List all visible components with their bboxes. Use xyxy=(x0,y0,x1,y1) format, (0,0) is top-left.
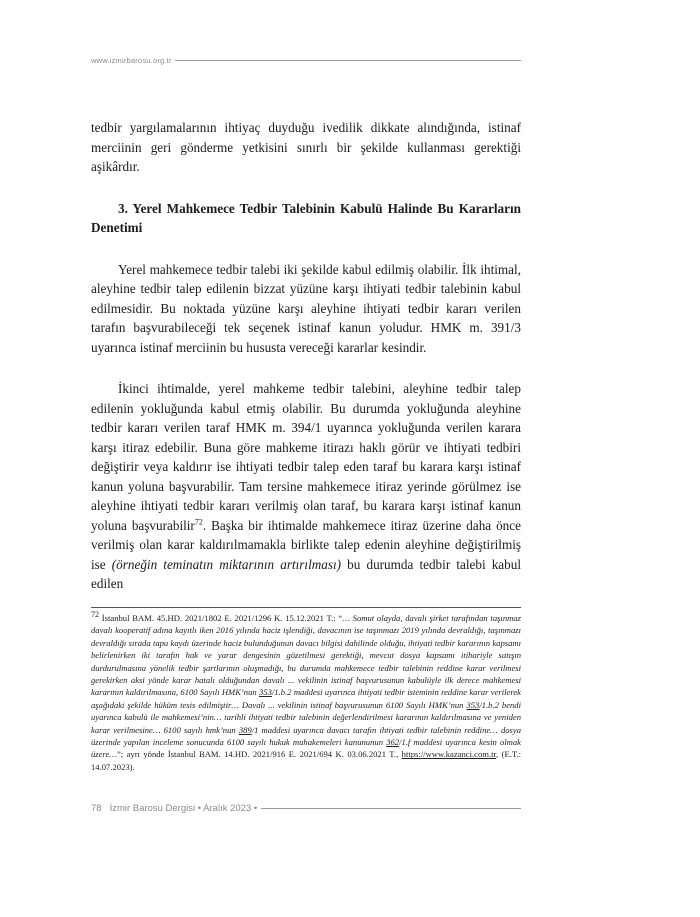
page-footer xyxy=(91,801,521,815)
footnote-separator xyxy=(91,607,521,608)
footnote-reference[interactable]: 72 xyxy=(194,517,203,527)
paragraph-text: İkinci ihtimalde, yerel mahkeme tedbir talebini, aleyhine tedbir talep edilenin yokluğunda kabul etmiş olabilir. Bu durumda yokluğunda aleyhine tedbir kararı verilen taraf HMK m. 394/1 uyarınca yokluğunda verilen karara karşı itiraz edebilir. Buna göre mahkeme itirazı haklı görür ve ihtiyati tedbiri değiştirir veya kaldırır ise ihtiyati tedbir talep eden taraf bu karara karşı istinaf kanun yoluna başvurabilir. Tam tersine mahkemece itiraz yerinde görülmez ise aleyhine ihtiyati tedbir kararı verilmiş olan taraf, bu karara karşı istinaf kanun yoluna başvurabilir xyxy=(91,381,521,533)
page-number: 78 xyxy=(91,802,102,814)
footnote-article-link[interactable]: 353 xyxy=(259,687,272,698)
footnote-article-link[interactable]: 389 xyxy=(238,724,252,735)
paragraph-text: bu durumda tedbir talebi kabul edilen xyxy=(91,556,522,591)
page-header xyxy=(91,53,521,67)
paragraph-second-possibility xyxy=(91,379,521,594)
footnote-article-link[interactable]: 353 xyxy=(466,699,480,710)
header-rule xyxy=(175,60,521,61)
header-url: www.izmirbarosu.org.tr xyxy=(91,55,172,65)
footer-rule xyxy=(261,808,521,809)
footnote-quote: … Somut olayda, davalı şirket tarafından taşınmaz davalı kooperatif adına kayıtlı iken 2016 yılında haciz işlendiği, davacının ise taşınmazı 2019 yılında devraldığı, taşınmazı devraldığı sırada tapu kaydı üzerinde haciz bulunduğunun davacı bilgisi dahilinde olduğu, ihtiyati tedbir kararının kapsamı belirlenirken iki tarafın hak ve yarar dengesinin gözetilmesi gerektiği, mevcut dosya kapsamı itibariyle satışın durdurulmasına yönelik tedbir şartlarının oluşmadığı, bu durumda mahkemece tedbir talebinin reddine karar verilmesi gerekirken aksi yönde karar hatalı olduğundan davalı ... vekilinin istinaf başvurusunun kabulüyle ilk derece mahkemesi kararının kaldırılmasına, 6100 Sayılı HMK’nun xyxy=(91,613,521,698)
footnote-text: İstanbul BAM. 45.HD. 2021/1802 E. 2021/1296 K. 15.12.2021 T.: “ xyxy=(101,613,343,623)
footnote-quote: /1.f maddesi uyarınca kesin olmak üzere… xyxy=(91,737,521,760)
footnote-quote: /1.b.2 bendi uyarınca kabulü ile mahkemesi’nin… tarihli ihtiyati tedbir talebinin değerlendirilmesi kararının kaldırılmasına ve yeniden karar verilmesine… 6100 sayılı hmk’nun xyxy=(91,699,521,735)
section-heading: 3. Yerel Mahkemece Tedbir Talebinin Kabulü Halinde Bu Kararların Denetimi xyxy=(91,200,521,235)
footnote-text: ”; ayrı yönde İstanbul BAM. 14.HD. 2021/916 E. 2021/694 K. 03.06.2021 T., xyxy=(116,749,402,760)
footnote-url-link[interactable]: https://www.kazanci.com.tr xyxy=(401,749,496,760)
footnote-text: , (E.T.: 14.07.2023). xyxy=(91,749,521,772)
footnote-quote: /1 maddesi uyarınca davacı tarafın ihtiyati tedbir talebinin reddine… dosya üzerinde yapılan inceleme sonucunda 6100 sayılı hukuk muhakemeleri kanununun xyxy=(91,724,521,748)
journal-name: İzmir Barosu Dergisi • Aralık 2023 • xyxy=(109,802,258,814)
paragraph-continued: tedbir yargılamalarının ihtiyaç duyduğu ivedilik dikkate alındığında, istinaf merciinin geri gönderme yetkisini sınırlı bir şekilde kullanması gerektiği aşikârdır. xyxy=(91,120,521,174)
main-content xyxy=(91,118,521,594)
paragraph-italic-text: (örneğin teminatın miktarının artırılması) xyxy=(111,556,342,572)
footnote-72 xyxy=(91,612,521,773)
footnote-number: 72 xyxy=(91,610,99,620)
paragraph-text: . Başka bir ihtimalde mahkemece itiraz üzerine daha önce verilmiş olan karar kaldırılmamakla birlikte talep edenin aleyhine değiştirilmiş ise xyxy=(91,517,521,572)
footnote-article-link[interactable]: 362 xyxy=(386,737,400,748)
paragraph-first-possibility: Yerel mahkemece tedbir talebi iki şekilde kabul edilmiş olabilir. İlk ihtimal, aleyhine tedbir talep edilenin bizzat yüzüne karşı ihtiyati tedbir talebinin kabul edilmesidir. Bu noktada yüzüne karşı aleyhine ihtiyati tedbir kararı verilen tarafın başvurabileceği tek seçenek istinaf kanun yoludur. HMK m. 391/3 uyarınca istinaf merciinin bu hususta vereceği kararlar kesindir. xyxy=(91,261,521,355)
footnote-quote: /1.b.2 maddesi uyarınca ihtiyati tedbir isteminin reddine karar verilerek aşağıdaki şekilde hüküm tesis edilmiştir… Davalı ... vekilinin istinaf başvurusunun 6100 Sayılı HMK’nun xyxy=(91,687,521,710)
